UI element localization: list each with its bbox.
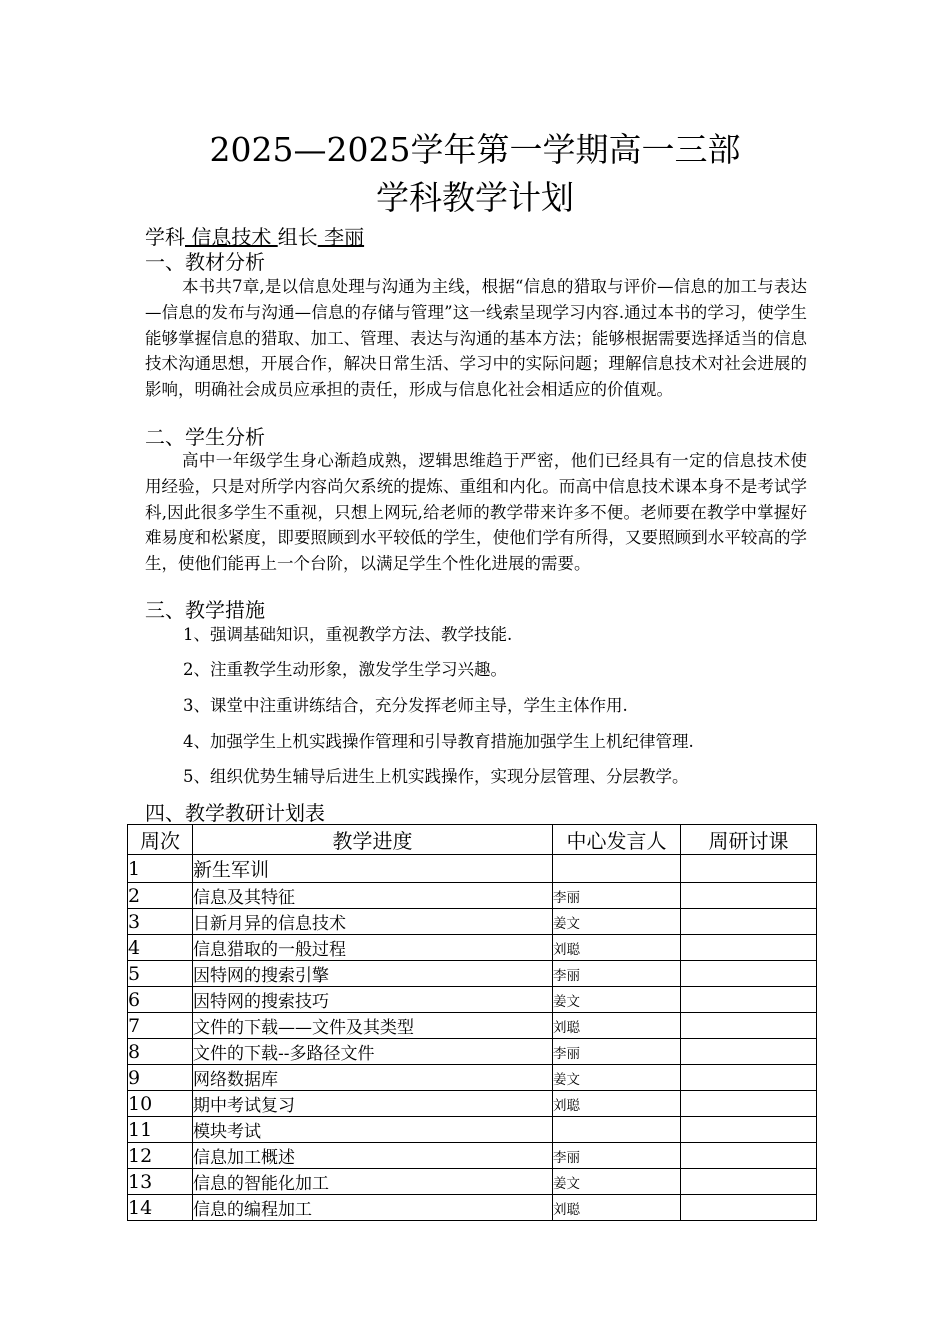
table-row <box>128 883 817 909</box>
speaker-cell: 姜文 <box>553 909 681 935</box>
progress-cell: 日新月异的信息技术 <box>193 909 553 935</box>
table-row <box>128 855 817 883</box>
table-row <box>128 987 817 1013</box>
speaker-cell: 李丽 <box>553 961 681 987</box>
progress-cell: 信息及其特征 <box>193 883 553 909</box>
table-row <box>128 1195 817 1221</box>
weekly-lesson-cell <box>681 987 817 1013</box>
week-cell: 11 <box>128 1117 193 1143</box>
weekly-lesson-cell <box>681 1117 817 1143</box>
document-title-line1: 2025—2025学年第一学期高一三部 <box>209 130 741 169</box>
table-row <box>128 1013 817 1039</box>
weekly-lesson-cell <box>681 1169 817 1195</box>
subject-value: 信息技术 <box>185 225 278 249</box>
header-week: 周次 <box>128 825 193 855</box>
table-row <box>128 1143 817 1169</box>
textbook-analysis-paragraph: 本书共7章,是以信息处理与沟通为主线，根据“信息的猎取与评价—信息的加工与表达—信息的发布与沟通—信息的存储与管理”这一线索呈现学习内容.通过本书的学习，使学生能够掌握信息的猎取、加工、管理、表达与沟通的基本方法；能够根据需要选择适当的信息技术沟通思想，开展合作，解决日常生活、学习中的实际问题；理解信息技术对社会进展的影响，明确社会成员应承担的责任，形成与信息化社会相适应的价值观。 <box>145 277 807 400</box>
measure-item: 3、课堂中注重讲练结合，充分发挥老师主导，学生主体作用. <box>183 696 628 715</box>
weekly-lesson-cell <box>681 883 817 909</box>
progress-cell: 新生军训 <box>193 855 553 883</box>
subject-leader-line <box>145 225 364 249</box>
speaker-cell <box>553 1117 681 1143</box>
weekly-lesson-cell <box>681 1195 817 1221</box>
student-analysis-paragraph: 高中一年级学生身心渐趋成熟，逻辑思维趋于严密，他们已经具有一定的信息技术使用经验，只是对所学内容尚欠系统的提炼、重组和内化。而高中信息技术课本身不是考试学科,因此很多学生不重视，只想上网玩,给老师的教学带来许多不便。老师要在教学中掌握好难易度和松紧度，即要照顾到水平较低的学生，使他们学有所得，又要照顾到水平较高的学生，使他们能再上一个台阶，以满足学生个性化进展的需要。 <box>145 451 807 574</box>
table-row <box>128 1117 817 1143</box>
speaker-cell: 李丽 <box>553 883 681 909</box>
subject-label: 学科 <box>145 225 185 249</box>
leader-label: 组长 <box>277 225 318 249</box>
week-cell: 9 <box>128 1065 193 1091</box>
weekly-lesson-cell <box>681 1143 817 1169</box>
week-cell: 7 <box>128 1013 193 1039</box>
leader-value: 李丽 <box>317 225 365 249</box>
section-heading-plan-table: 四、教学教研计划表 <box>145 801 325 825</box>
week-cell: 2 <box>128 883 193 909</box>
week-cell: 13 <box>128 1169 193 1195</box>
progress-cell: 期中考试复习 <box>193 1091 553 1117</box>
section-heading-measures: 三、教学措施 <box>145 598 265 622</box>
progress-cell: 文件的下载——文件及其类型 <box>193 1013 553 1039</box>
table-row <box>128 1169 817 1195</box>
speaker-cell: 刘聪 <box>553 935 681 961</box>
table-row <box>128 1039 817 1065</box>
table-header-row <box>128 825 817 855</box>
speaker-cell: 李丽 <box>553 1143 681 1169</box>
section-heading-students: 二、学生分析 <box>145 425 265 449</box>
header-weekly-lesson: 周研讨课 <box>681 825 817 855</box>
weekly-lesson-cell <box>681 1013 817 1039</box>
speaker-cell: 李丽 <box>553 1039 681 1065</box>
speaker-cell: 姜文 <box>553 1169 681 1195</box>
week-cell: 8 <box>128 1039 193 1065</box>
week-cell: 4 <box>128 935 193 961</box>
progress-cell: 因特网的搜索引擎 <box>193 961 553 987</box>
week-cell: 12 <box>128 1143 193 1169</box>
week-cell: 1 <box>128 855 193 883</box>
speaker-cell <box>553 855 681 883</box>
progress-cell: 信息的智能化加工 <box>193 1169 553 1195</box>
progress-cell: 文件的下载--多路径文件 <box>193 1039 553 1065</box>
weekly-lesson-cell <box>681 909 817 935</box>
measure-item: 4、加强学生上机实践操作管理和引导教育措施加强学生上机纪律管理. <box>183 732 694 751</box>
table-row <box>128 909 817 935</box>
document-title-line2: 学科教学计划 <box>376 178 574 217</box>
measure-item: 5、组织优势生辅导后进生上机实践操作，实现分层管理、分层教学。 <box>183 767 689 786</box>
weekly-lesson-cell <box>681 961 817 987</box>
weekly-lesson-cell <box>681 1065 817 1091</box>
speaker-cell: 姜文 <box>553 1065 681 1091</box>
progress-cell: 信息的编程加工 <box>193 1195 553 1221</box>
week-cell: 6 <box>128 987 193 1013</box>
progress-cell: 因特网的搜索技巧 <box>193 987 553 1013</box>
teaching-plan-table <box>127 824 817 1221</box>
week-cell: 5 <box>128 961 193 987</box>
speaker-cell: 姜文 <box>553 987 681 1013</box>
header-speaker: 中心发言人 <box>553 825 681 855</box>
progress-cell: 信息加工概述 <box>193 1143 553 1169</box>
speaker-cell: 刘聪 <box>553 1195 681 1221</box>
weekly-lesson-cell <box>681 935 817 961</box>
progress-cell: 信息猎取的一般过程 <box>193 935 553 961</box>
measure-item: 1、强调基础知识，重视教学方法、教学技能. <box>183 625 513 644</box>
week-cell: 3 <box>128 909 193 935</box>
speaker-cell: 刘聪 <box>553 1091 681 1117</box>
week-cell: 14 <box>128 1195 193 1221</box>
table-row <box>128 935 817 961</box>
table-row <box>128 1065 817 1091</box>
progress-cell: 网络数据库 <box>193 1065 553 1091</box>
header-progress: 教学进度 <box>193 825 553 855</box>
speaker-cell: 刘聪 <box>553 1013 681 1039</box>
table-row <box>128 1091 817 1117</box>
weekly-lesson-cell <box>681 1091 817 1117</box>
weekly-lesson-cell <box>681 1039 817 1065</box>
measure-item: 2、注重教学生动形象，激发学生学习兴趣。 <box>183 660 507 679</box>
table-row <box>128 961 817 987</box>
week-cell: 10 <box>128 1091 193 1117</box>
weekly-lesson-cell <box>681 855 817 883</box>
progress-cell: 模块考试 <box>193 1117 553 1143</box>
section-heading-textbook: 一、教材分析 <box>145 250 265 274</box>
